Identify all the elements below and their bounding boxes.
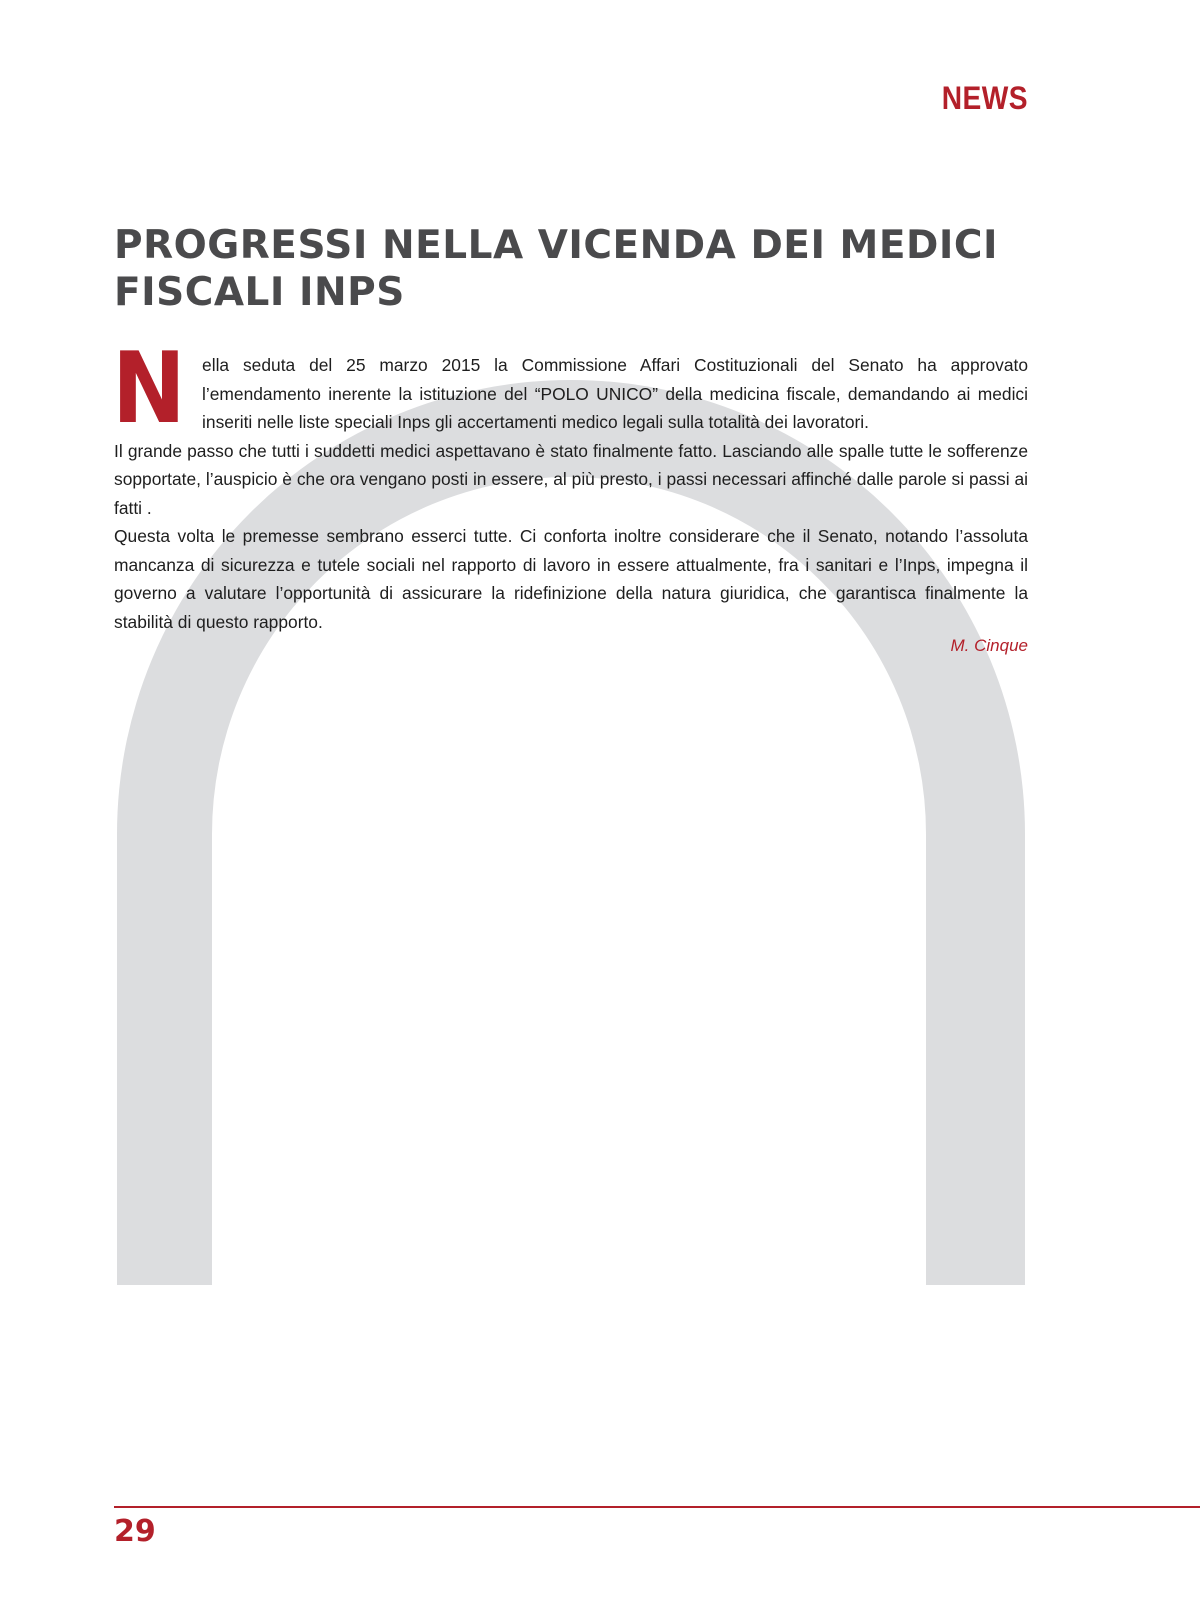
- article-paragraph: Il grande passo che tutti i suddetti medici aspettavano è stato finalmente fatto. Lasciando alle spalle tutte le sofferenze sopportate, l’auspicio è che ora vengano posti in essere, al più presto, i passi necessari affinché dalle parole si passi ai fatti .: [114, 440, 1028, 518]
- drop-cap: N: [112, 332, 186, 446]
- footer-divider: [114, 1506, 1200, 1508]
- article-paragraph-text: ella seduta del 25 marzo 2015 la Commissione Affari Costituzionali del Senato ha approvato l’emendamento inerente la istituzione del “POLO UNICO” della medicina fiscale, demandando ai medici inseriti nelle liste speciali Inps gli accertamenti medico legali sulla totalità dei lavoratori.: [202, 355, 1028, 432]
- article-paragraph: [112, 332, 1028, 446]
- section-label: NEWS: [941, 80, 1028, 116]
- article-author: M. Cinque: [950, 636, 1028, 655]
- article-body: [112, 332, 1028, 636]
- article-paragraph: Questa volta le premesse sembrano esserci tutte. Ci conforta inoltre considerare che il Senato, notando l’assoluta mancanza di sicurezza e tutele sociali nel rapporto di lavoro in essere attualmente, fra i sanitari e l’Inps, impegna il governo a valutare l’opportunità di assicurare la ridefinizione della natura giuridica, che garantisca finalmente la stabilità di questo rapporto.: [114, 526, 1028, 632]
- article-title: PROGRESSI NELLA VICENDA DEI MEDICI FISCALI INPS: [114, 223, 999, 315]
- page-number: 29: [114, 1514, 156, 1549]
